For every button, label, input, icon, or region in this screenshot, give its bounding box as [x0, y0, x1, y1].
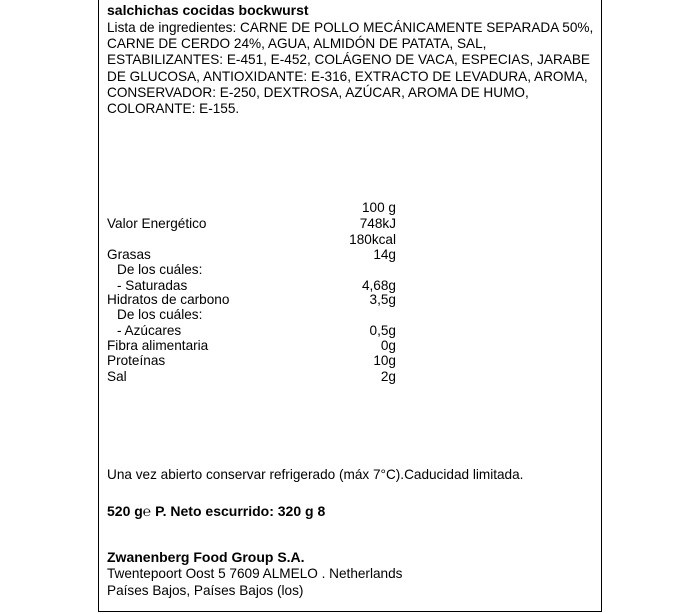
ingredients-line: ESTABILIZANTES: E-451, E-452, COLÁGENO DE VACA, ESPECIAS, JARABE: [107, 52, 590, 68]
sugars-label: - Azúcares: [117, 323, 182, 338]
ingredients-line: COLORANTE: E-155.: [107, 101, 240, 117]
product-name: salchichas cocidas bockwurst: [107, 2, 309, 18]
saturated-value: 4,68g: [361, 278, 396, 293]
salt-value: 2g: [380, 369, 396, 384]
product-label: [98, 0, 602, 612]
company-name: Zwanenberg Food Group S.A.: [107, 549, 305, 565]
company-country: Países Bajos, Países Bajos (los): [107, 583, 304, 598]
of-which-label: De los cuáles:: [117, 307, 203, 322]
net-weight: 520 g℮ P. Neto escurrido: 320 g 8: [107, 503, 326, 519]
ingredients-list: [107, 20, 597, 117]
fat-value: 14g: [373, 247, 396, 262]
nutrition-per-label: 100 g: [361, 200, 396, 215]
sugars-value: 0,5g: [369, 323, 396, 338]
energy-label: Valor Energético: [107, 216, 207, 231]
energy-kj-value: 748kJ: [359, 216, 396, 231]
salt-label: Sal: [107, 369, 127, 384]
carbs-value: 3,5g: [369, 292, 396, 307]
ingredients-line: DE GLUCOSA, ANTIOXIDANTE: E-316, EXTRACTO DE LEVADURA, AROMA,: [107, 68, 588, 84]
storage-text: Una vez abierto conservar refrigerado (máx 7°C).Caducidad limitada.: [107, 467, 524, 482]
carbs-label: Hidratos de carbono: [107, 292, 230, 307]
protein-label: Proteínas: [107, 353, 166, 368]
fibre-value: 0g: [380, 338, 396, 353]
fibre-label: Fibra alimentaria: [107, 338, 209, 353]
ingredients-line: Lista de ingredientes: CARNE DE POLLO MECÁNICAMENTE SEPARADA 50%,: [107, 20, 594, 35]
protein-value: 10g: [373, 353, 396, 368]
ingredients-line: CARNE DE CERDO 24%, AGUA, ALMIDÓN DE PATATA, SAL,: [107, 36, 487, 52]
of-which-label: De los cuáles:: [117, 262, 203, 277]
fat-label: Grasas: [107, 247, 151, 262]
ingredients-line: CONSERVADOR: E-250, DEXTROSA, AZÚCAR, AROMA DE HUMO,: [107, 84, 529, 100]
company-address: Twentepoort Oost 5 7609 ALMELO . Netherlands: [107, 566, 403, 581]
saturated-label: - Saturadas: [117, 278, 188, 293]
energy-kcal-value: 180kcal: [349, 232, 396, 247]
